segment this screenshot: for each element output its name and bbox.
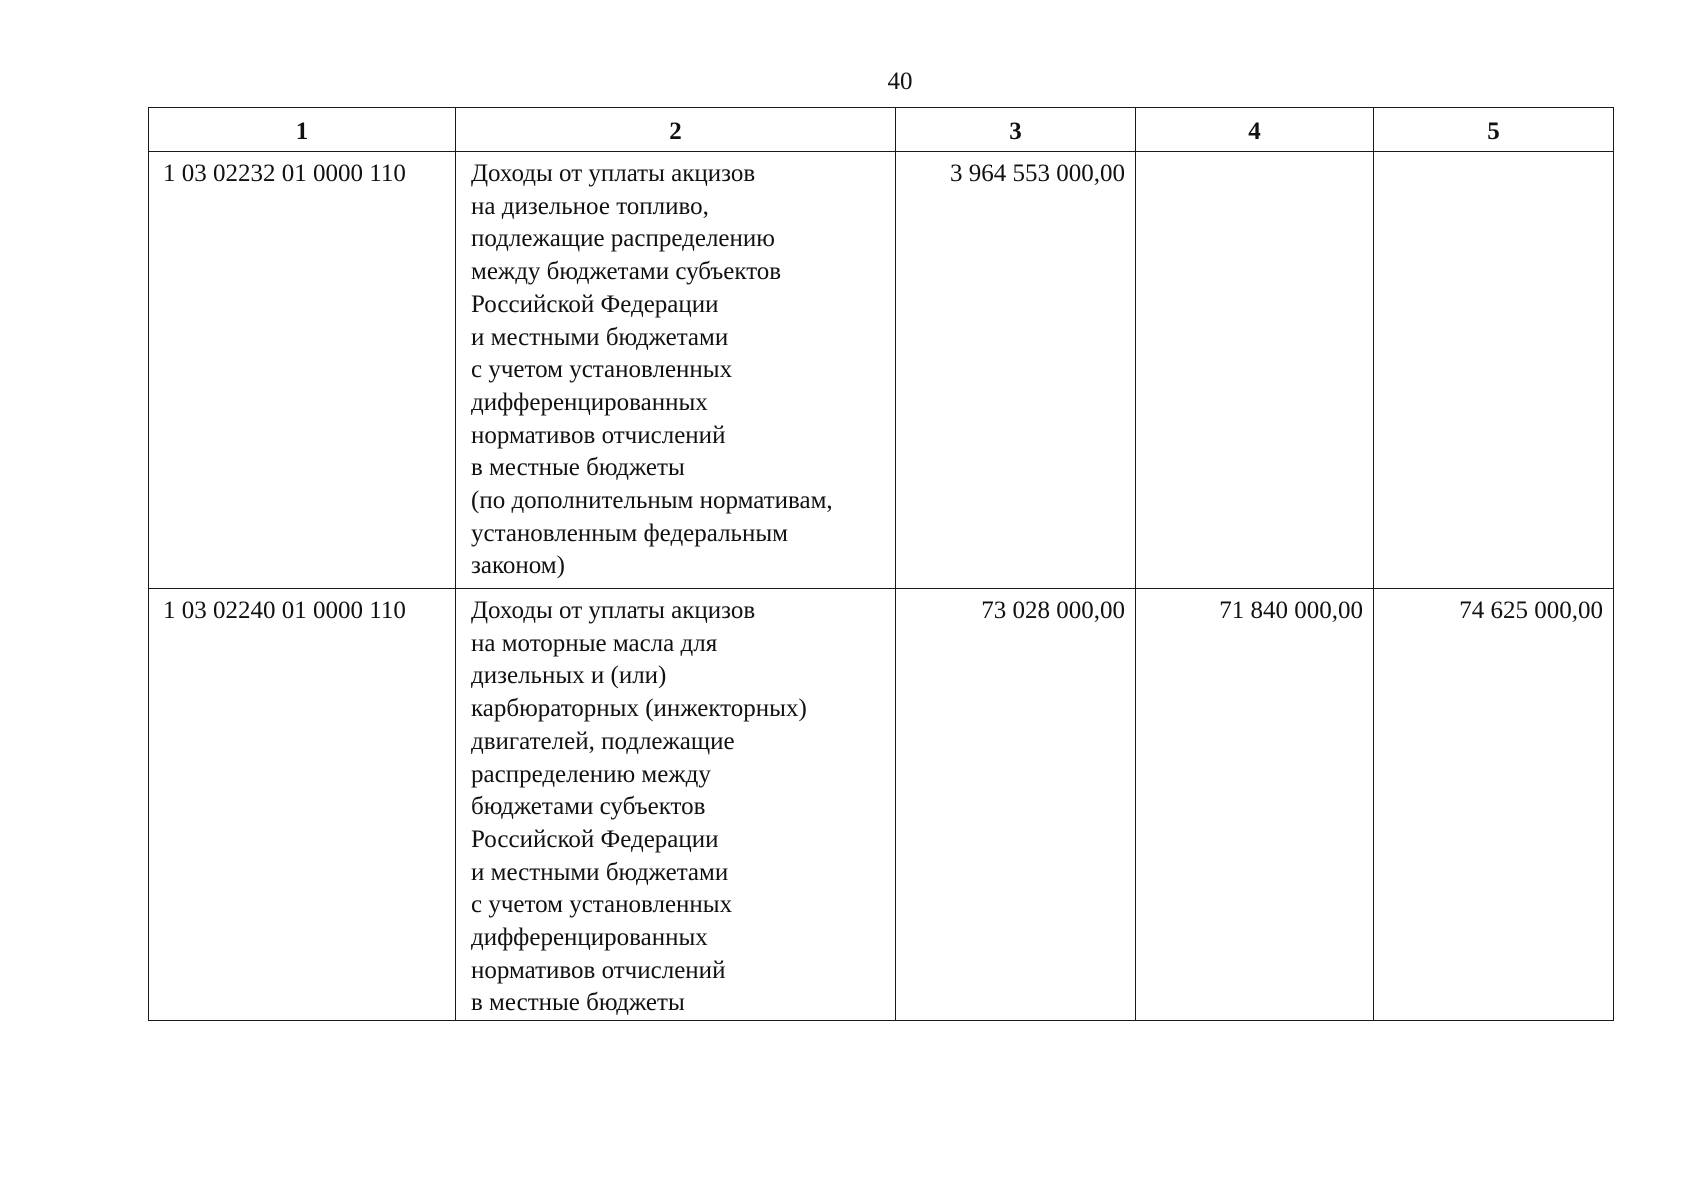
budget-revenue-table [148,107,1614,1021]
description-line: на дизельное топливо, [471,192,709,220]
description-line: в местные бюджеты [471,989,685,1017]
column-header-1: 1 [149,108,456,152]
description-line: с учетом установленных [471,356,733,384]
description-line: Российской Федерации [471,290,719,318]
revenue-description [456,589,896,1021]
amount-col5 [1374,152,1614,589]
amount-col4 [1136,152,1374,589]
column-header-5: 5 [1374,108,1614,152]
column-header-3: 3 [896,108,1136,152]
column-header-4: 4 [1136,108,1374,152]
description-line: (по дополнительным нормативам, [471,487,833,515]
description-line: Российской Федерации [471,825,719,853]
description-line: карбюраторных (инжекторных) [471,695,807,723]
amount-col4: 71 840 000,00 [1136,589,1374,1021]
description-line: двигателей, подлежащие [471,727,735,755]
table-row [149,152,1614,589]
revenue-description [456,152,896,589]
amount-col3: 3 964 553 000,00 [896,152,1136,589]
description-line: нормативов отчислений [471,421,726,449]
amount-col5: 74 625 000,00 [1374,589,1614,1021]
table-row [149,589,1614,1021]
description-line: подлежащие распределению [471,225,775,253]
description-line: установленным федеральным [471,519,788,547]
description-line: и местными бюджетами [471,858,729,886]
description-line: с учетом установленных [471,891,733,919]
description-line: дифференцированных [471,388,708,416]
description-line: Доходы от уплаты акцизов [471,597,756,624]
description-line: законом) [471,552,565,580]
revenue-code: 1 03 02240 01 0000 110 [149,589,456,1021]
description-line: нормативов отчислений [471,956,726,984]
description-line: и местными бюджетами [471,323,729,351]
column-header-2: 2 [456,108,896,152]
table-header-row [149,108,1614,152]
revenue-code: 1 03 02232 01 0000 110 [149,152,456,589]
description-line: дизельных и (или) [471,662,667,690]
description-line: между бюджетами субъектов [471,258,782,286]
description-line: бюджетами субъектов [471,793,706,821]
amount-col3: 73 028 000,00 [896,589,1136,1021]
page-number: 40 [887,68,913,95]
description-line: распределению между [471,760,711,788]
description-line: дифференцированных [471,924,708,952]
description-line: Доходы от уплаты акцизов [471,160,756,187]
description-line: на моторные масла для [471,629,718,657]
description-line: в местные бюджеты [471,454,685,482]
